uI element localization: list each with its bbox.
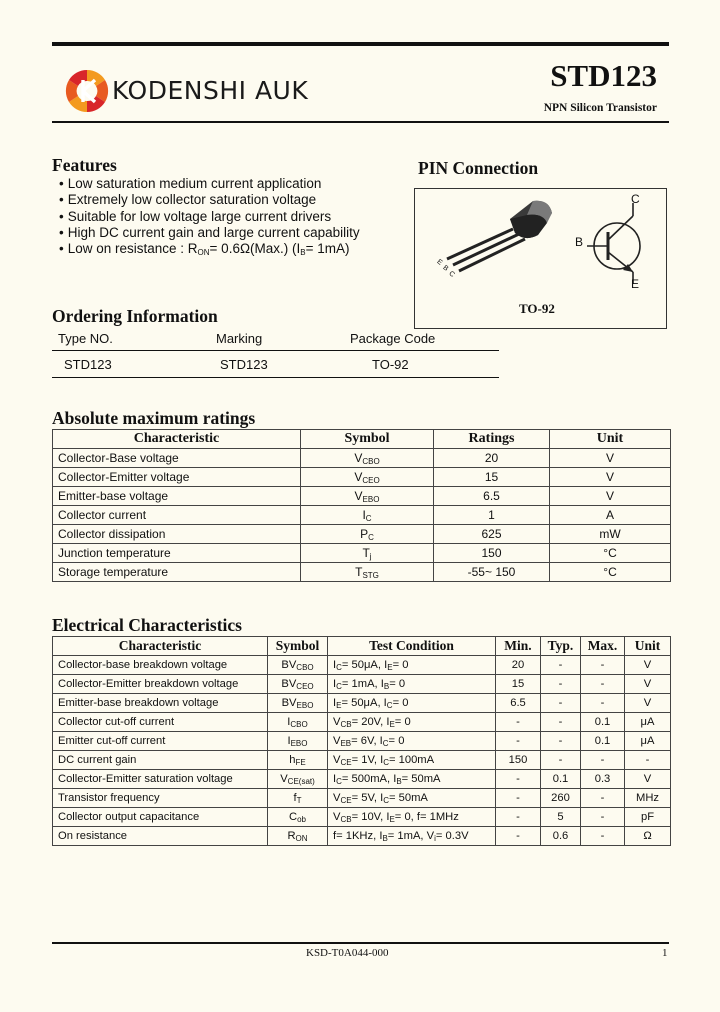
row-unit: μA [625, 713, 671, 732]
table-row [53, 751, 671, 770]
row-characteristic: Emitter-base breakdown voltage [53, 694, 268, 713]
row-symbol: $f_T$ [268, 789, 328, 808]
table-row [53, 694, 671, 713]
row-max: - [581, 789, 625, 808]
row-characteristic: Collector dissipation [53, 525, 301, 544]
ordering-rule-top [52, 350, 499, 351]
symbol-label-b: B [575, 235, 584, 249]
row-symbol: $V_{CBO}$ [301, 449, 434, 468]
table-row [53, 827, 671, 846]
table-row [53, 656, 671, 675]
row-unit: V [550, 468, 671, 487]
row-unit: A [550, 506, 671, 525]
row-characteristic: Collector-base breakdown voltage [53, 656, 268, 675]
company-name: KODENSHI AUK [112, 76, 309, 105]
table-row [53, 732, 671, 751]
feature-item-on-resistance: • Low on resistance : $R_{ON}= 0.6\Omega(Max.)$ $(I_B= 1mA)$ [59, 241, 360, 261]
row-test-condition: $V_{CE}= 1V$, $I_C= 100mA$ [328, 751, 496, 770]
part-number: STD123 [550, 58, 657, 93]
row-max: - [581, 656, 625, 675]
ordering-header-type: Type NO. [58, 331, 113, 346]
row-unit: °C [550, 544, 671, 563]
row-symbol: $V_{CE(sat)}$ [268, 770, 328, 789]
row-unit: °C [550, 563, 671, 582]
row-symbol: $C_{ob}$ [268, 808, 328, 827]
row-min: 150 [496, 751, 541, 770]
feature-item: • Suitable for low voltage large current drivers [59, 209, 360, 225]
col-unit: Unit [550, 430, 671, 449]
abs-max-table [52, 429, 671, 582]
pin-label-b: B [441, 264, 450, 273]
col-typ: Typ. [541, 637, 581, 656]
row-characteristic: Collector-Base voltage [53, 449, 301, 468]
elec-header-row [53, 637, 671, 656]
row-test-condition: $I_E= 50\mu A$, $I_C= 0$ [328, 694, 496, 713]
row-characteristic: DC current gain [53, 751, 268, 770]
row-symbol: $h_{FE}$ [268, 751, 328, 770]
elec-table [52, 636, 671, 846]
row-unit: V [625, 694, 671, 713]
document-code: KSD-T0A044-000 [306, 947, 389, 959]
row-test-condition: $I_C= 50\mu A$, $I_E= 0$ [328, 656, 496, 675]
row-min: 20 [496, 656, 541, 675]
row-test-condition: $V_{CE}= 5V$, $I_C= 50mA$ [328, 789, 496, 808]
ordering-rule-bottom [52, 377, 499, 378]
features-list [59, 176, 360, 261]
ordering-title: Ordering Information [52, 306, 218, 326]
row-symbol: $I_C$ [301, 506, 434, 525]
row-symbol: $P_C$ [301, 525, 434, 544]
row-characteristic: Collector output capacitance [53, 808, 268, 827]
pin-connection-box [414, 188, 667, 329]
row-max: - [581, 675, 625, 694]
symbol-label-c: C [631, 192, 640, 206]
package-label: TO-92 [519, 301, 555, 316]
kodenshi-logo-icon [64, 68, 110, 114]
row-characteristic: On resistance [53, 827, 268, 846]
row-min: - [496, 770, 541, 789]
row-max: - [581, 827, 625, 846]
row-test-condition: f= 1KHz, $I_B= 1mA$, $V_i= 0.3V$ [328, 827, 496, 846]
row-symbol: $BV_{CBO}$ [268, 656, 328, 675]
row-characteristic: Emitter cut-off current [53, 732, 268, 751]
row-test-condition: $V_{CB}= 20V$, $I_E= 0$ [328, 713, 496, 732]
row-test-condition: $V_{CB}= 10V$, $I_E= 0$, f= 1MHz [328, 808, 496, 827]
header-rule [52, 121, 669, 123]
top-rule [52, 42, 669, 46]
abs-max-title: Absolute maximum ratings [52, 408, 256, 428]
col-max: Max. [581, 637, 625, 656]
row-test-condition: $I_C= 1mA$, $I_B= 0$ [328, 675, 496, 694]
ordering-header-marking: Marking [216, 331, 263, 346]
row-characteristic: Collector-Emitter breakdown voltage [53, 675, 268, 694]
row-min: - [496, 827, 541, 846]
row-min: - [496, 732, 541, 751]
row-unit: V [550, 487, 671, 506]
table-row [53, 506, 671, 525]
row-characteristic: Collector current [53, 506, 301, 525]
row-test-condition: $V_{EB}= 6V$, $I_C= 0$ [328, 732, 496, 751]
row-max: - [581, 694, 625, 713]
row-characteristic: Storage temperature [53, 563, 301, 582]
row-unit: MHz [625, 789, 671, 808]
row-typ: 0.6 [541, 827, 581, 846]
ordering-type: STD123 [64, 357, 112, 372]
row-unit: mW [550, 525, 671, 544]
row-typ: - [541, 732, 581, 751]
row-unit: - [625, 751, 671, 770]
row-min: 6.5 [496, 694, 541, 713]
row-unit: V [550, 449, 671, 468]
row-typ: - [541, 694, 581, 713]
col-characteristic: Characteristic [53, 637, 268, 656]
row-typ: 0.1 [541, 770, 581, 789]
row-characteristic: Transistor frequency [53, 789, 268, 808]
row-unit: pF [625, 808, 671, 827]
pin-connection-title: PIN Connection [418, 158, 539, 178]
row-symbol: $T_{STG}$ [301, 563, 434, 582]
ordering-package: TO-92 [372, 357, 409, 372]
feature-item: • High DC current gain and large current capability [59, 225, 360, 241]
table-row [53, 563, 671, 582]
row-typ: - [541, 656, 581, 675]
table-row [53, 675, 671, 694]
row-min: - [496, 808, 541, 827]
col-min: Min. [496, 637, 541, 656]
col-unit: Unit [625, 637, 671, 656]
row-max: 0.1 [581, 713, 625, 732]
feature-item: • Extremely low collector saturation voltage [59, 192, 360, 208]
row-min: 15 [496, 675, 541, 694]
row-min: - [496, 789, 541, 808]
row-symbol: $R_{ON}$ [268, 827, 328, 846]
row-min: - [496, 713, 541, 732]
row-rating: 20 [434, 449, 550, 468]
table-row [53, 713, 671, 732]
row-typ: - [541, 713, 581, 732]
part-subtitle: NPN Silicon Transistor [543, 102, 657, 114]
features-title: Features [52, 155, 117, 175]
row-symbol: $I_{CBO}$ [268, 713, 328, 732]
row-typ: 260 [541, 789, 581, 808]
table-row [53, 789, 671, 808]
table-row [53, 487, 671, 506]
col-symbol: Symbol [301, 430, 434, 449]
pin-label-e: E [435, 258, 444, 267]
row-characteristic: Junction temperature [53, 544, 301, 563]
row-unit: Ω [625, 827, 671, 846]
row-unit: V [625, 675, 671, 694]
row-rating: 150 [434, 544, 550, 563]
table-row [53, 544, 671, 563]
col-ratings: Ratings [434, 430, 550, 449]
row-max: 0.1 [581, 732, 625, 751]
row-rating: 6.5 [434, 487, 550, 506]
row-symbol: $I_{EBO}$ [268, 732, 328, 751]
page-number: 1 [662, 947, 668, 959]
row-typ: - [541, 675, 581, 694]
row-symbol: $V_{CEO}$ [301, 468, 434, 487]
ordering-header-package: Package Code [350, 331, 436, 346]
row-unit: V [625, 770, 671, 789]
row-characteristic: Collector-Emitter voltage [53, 468, 301, 487]
row-max: 0.3 [581, 770, 625, 789]
row-characteristic: Collector-Emitter saturation voltage [53, 770, 268, 789]
row-rating: 15 [434, 468, 550, 487]
row-symbol: $BV_{EBO}$ [268, 694, 328, 713]
row-rating: 1 [434, 506, 550, 525]
row-test-condition: $I_C= 500mA$, $I_B= 50mA$ [328, 770, 496, 789]
table-row [53, 449, 671, 468]
feature-item: • Low saturation medium current application [59, 176, 360, 192]
symbol-label-e: E [631, 277, 640, 291]
row-unit: μA [625, 732, 671, 751]
ordering-marking: STD123 [220, 357, 268, 372]
row-rating: -55~ 150 [434, 563, 550, 582]
col-symbol: Symbol [268, 637, 328, 656]
table-row [53, 468, 671, 487]
row-characteristic: Collector cut-off current [53, 713, 268, 732]
row-symbol: $BV_{CEO}$ [268, 675, 328, 694]
row-characteristic: Emitter-base voltage [53, 487, 301, 506]
row-symbol: $V_{EBO}$ [301, 487, 434, 506]
row-typ: - [541, 751, 581, 770]
abs-max-header-row [53, 430, 671, 449]
table-row [53, 525, 671, 544]
row-rating: 625 [434, 525, 550, 544]
row-max: - [581, 751, 625, 770]
pin-label-c: C [447, 270, 456, 279]
footer-rule [52, 942, 669, 944]
row-typ: 5 [541, 808, 581, 827]
row-unit: V [625, 656, 671, 675]
col-test-condition: Test Condition [328, 637, 496, 656]
table-row [53, 770, 671, 789]
row-symbol: $T_j$ [301, 544, 434, 563]
elec-title: Electrical Characteristics [52, 615, 242, 635]
table-row [53, 808, 671, 827]
row-max: - [581, 808, 625, 827]
col-characteristic: Characteristic [53, 430, 301, 449]
